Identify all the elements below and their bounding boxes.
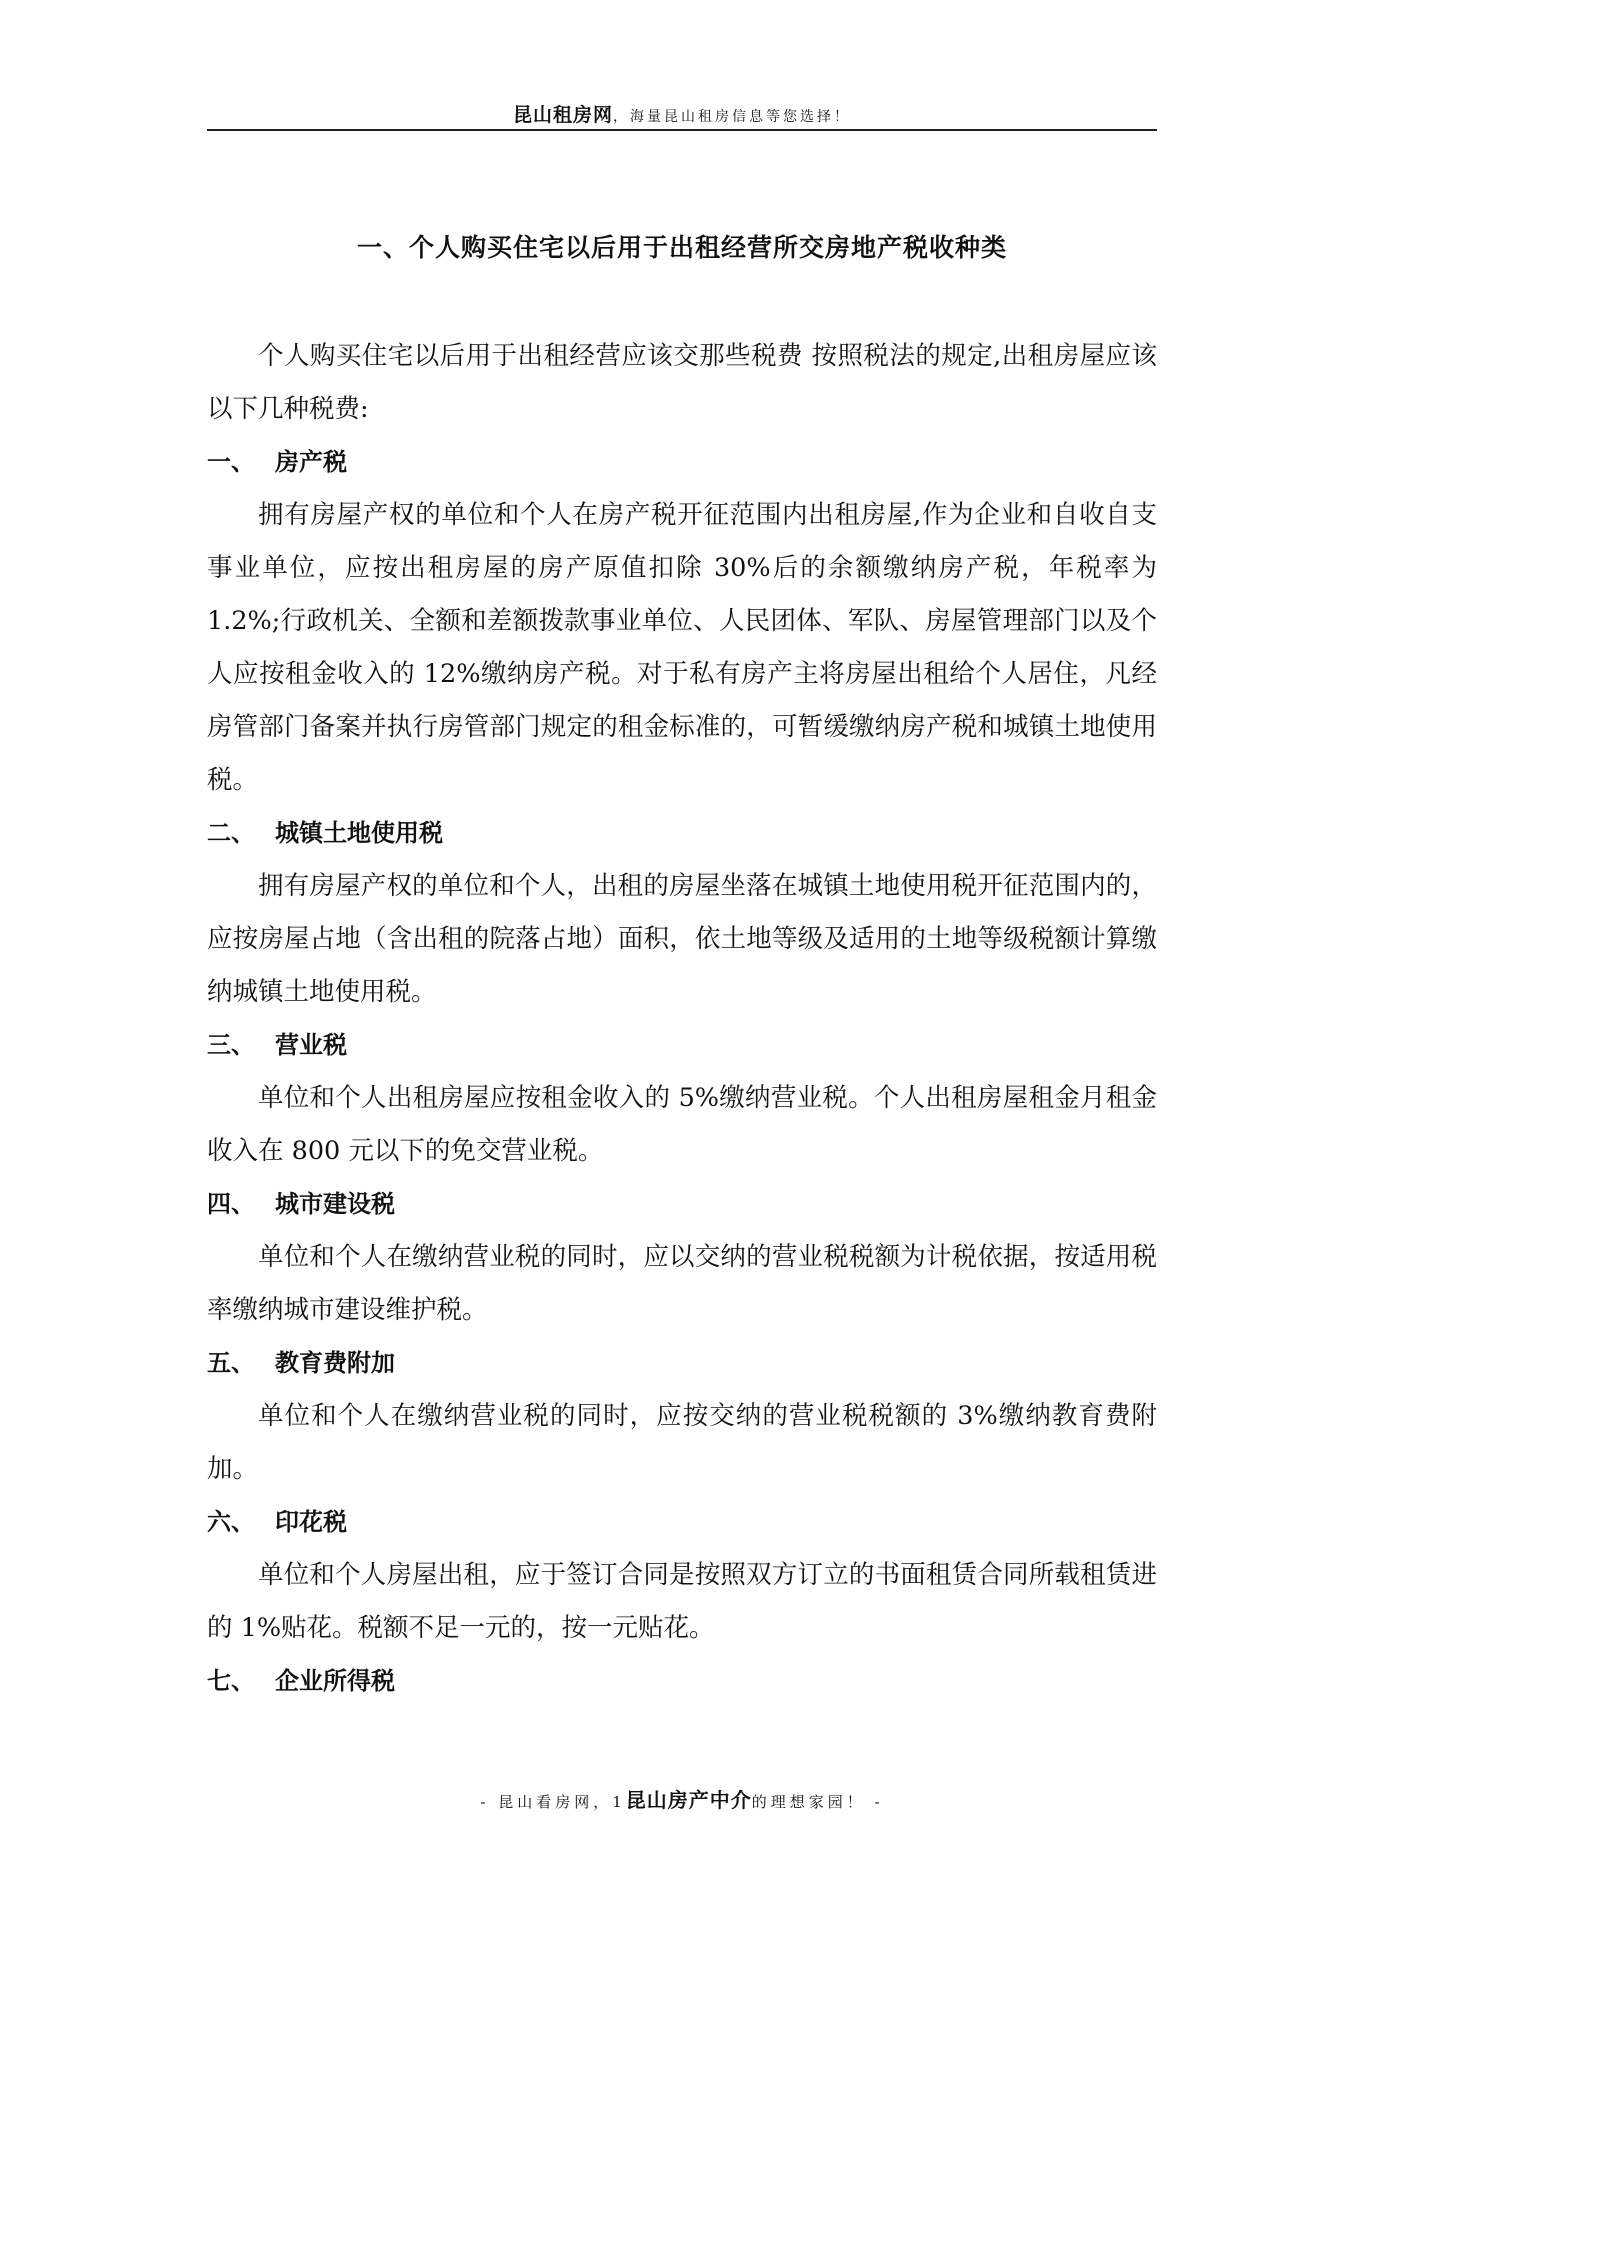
section-paragraph-4: 单位和个人在缴纳营业税的同时，应以交纳的营业税税额为计税依据，按适用税率缴纳城市建设维护税。 [207, 1242, 1157, 1325]
section-number: 二、 [207, 819, 255, 847]
section-title: 营业税 [275, 1031, 347, 1059]
page-header [207, 100, 1157, 127]
section-heading-5 [207, 1337, 1157, 1390]
header-tagline: ，海量昆山租房信息等您选择！ [613, 109, 851, 125]
section-title: 城镇土地使用税 [275, 819, 443, 847]
page-footer [207, 1784, 1157, 1813]
header-divider [207, 129, 1157, 131]
section-paragraph-3: 单位和个人出租房屋应按租金收入的 5%缴纳营业税。个人出租房屋租金月租金收入在 800 元以下的免交营业税。 [207, 1083, 1157, 1166]
section-title: 房产税 [275, 448, 347, 476]
section-heading-3 [207, 1019, 1157, 1072]
section-heading-7 [207, 1655, 1157, 1708]
section-number: 三、 [207, 1031, 255, 1059]
document-title: 一、个人购买住宅以后用于出租经营所交房地产税收种类 [356, 233, 1007, 262]
section-number: 一、 [207, 448, 255, 476]
section-title: 企业所得税 [275, 1667, 395, 1695]
section-heading-2 [207, 807, 1157, 860]
section-heading-1 [207, 436, 1157, 489]
section-number: 七、 [207, 1667, 255, 1695]
footer-suffix: 的理想家园！ - [751, 1793, 884, 1811]
section-heading-4 [207, 1178, 1157, 1231]
intro-paragraph: 个人购买住宅以后用于出租经营应该交那些税费 按照税法的规定,出租房屋应该以下几种税费: [207, 341, 1157, 424]
section-paragraph-6: 单位和个人房屋出租，应于签订合同是按照双方订立的书面租赁合同所载租赁进的 1%贴花。税额不足一元的，按一元贴花。 [207, 1560, 1157, 1643]
section-paragraph-5: 单位和个人在缴纳营业税的同时，应按交纳的营业税税额的 3%缴纳教育费附加。 [207, 1401, 1157, 1484]
section-title: 教育费附加 [275, 1349, 395, 1377]
footer-prefix: - 昆山看房网，1 [480, 1793, 626, 1811]
section-heading-6 [207, 1496, 1157, 1549]
section-paragraph-1: 拥有房屋产权的单位和个人在房产税开征范围内出租房屋,作为企业和自收自支事业单位，应按出租房屋的房产原值扣除 30%后的余额缴纳房产税，年税率为 1.2%;行政机关、全额和差额拨款事业单位、人民团体、军队、房屋管理部门以及个人应按租金收入的 12%缴纳房产税。对于私有房产主将房屋出租给个人居住，凡经房管部门备案并执行房管部门规定的租金标准的，可暂缓缴纳房产税和城镇土地使用税。 [207, 500, 1157, 795]
section-title: 印花税 [275, 1508, 347, 1536]
section-number: 五、 [207, 1349, 255, 1377]
section-paragraph-2: 拥有房屋产权的单位和个人，出租的房屋坐落在城镇土地使用税开征范围内的，应按房屋占地（含出租的院落占地）面积，依土地等级及适用的土地等级税额计算缴纳城镇土地使用税。 [207, 871, 1157, 1007]
document-body [207, 330, 1157, 1708]
header-brand: 昆山租房网 [512, 104, 613, 126]
footer-brand: 昆山房产中介 [625, 1788, 752, 1812]
section-title: 城市建设税 [275, 1190, 395, 1218]
section-number: 六、 [207, 1508, 255, 1536]
section-number: 四、 [207, 1190, 255, 1218]
